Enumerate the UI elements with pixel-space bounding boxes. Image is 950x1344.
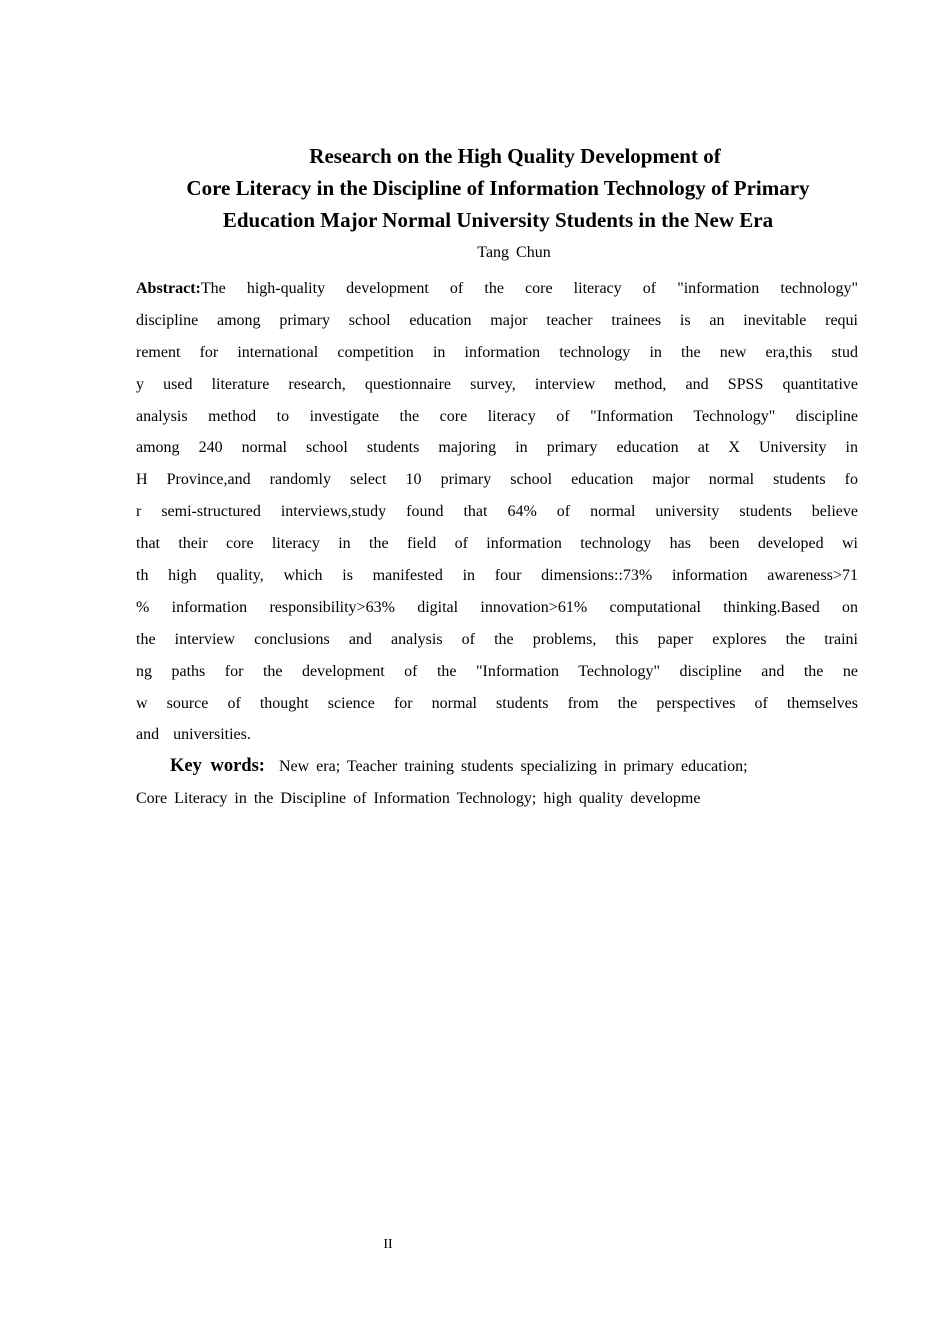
- abstract-line: H Province,and randomly select 10 primary school education major normal students fo: [136, 471, 858, 489]
- abstract-section: [136, 273, 858, 751]
- abstract-label: Abstract:: [136, 280, 201, 297]
- keywords-text: New era; Teacher training students specializing in primary education;: [278, 758, 748, 775]
- abstract-line: w source of thought science for normal students from the perspectives of themselves: [136, 694, 858, 712]
- abstract-line: [136, 273, 858, 305]
- title-line-2: Core Literacy in the Discipline of Information Technology of Primary: [186, 176, 810, 200]
- abstract-line: and universities.: [136, 726, 251, 744]
- title-line-1: Research on the High Quality Development of: [309, 144, 721, 168]
- keywords-section: [136, 750, 858, 815]
- abstract-line: r semi-structured interviews,study found that 64% of normal university students believe: [136, 503, 858, 521]
- keywords-line: Core Literacy in the Discipline of Information Technology; high quality developme: [136, 790, 701, 807]
- abstract-line: ng paths for the development of the "Information Technology" discipline and the ne: [136, 662, 858, 680]
- page-number: II: [383, 1237, 393, 1252]
- abstract-line: that their core literacy in the field of information technology has been developed wi: [136, 535, 858, 553]
- abstract-text: The high-quality development of the core literacy of "information technology": [200, 280, 858, 297]
- keywords-label: Key words:: [170, 756, 265, 776]
- abstract-line: y used literature research, questionnaire survey, interview method, and SPSS quantitative: [136, 375, 858, 393]
- keywords-line: [136, 750, 858, 783]
- abstract-line: % information responsibility>63% digital innovation>61% computational thinking.Based on: [136, 598, 858, 616]
- abstract-line: discipline among primary school education major teacher trainees is an inevitable requi: [136, 311, 858, 329]
- abstract-line: analysis method to investigate the core literacy of "Information Technology" discipline: [136, 407, 858, 425]
- abstract-line: th high quality, which is manifested in four dimensions::73% information awareness>71: [136, 567, 858, 585]
- abstract-line: the interview conclusions and analysis of the problems, this paper explores the traini: [136, 630, 858, 648]
- abstract-line: rement for international competition in information technology in the new era,this stud: [136, 343, 858, 361]
- abstract-line: among 240 normal school students majoring in primary education at X University in: [136, 439, 858, 457]
- paper-title: [136, 140, 860, 236]
- author-name: Tang Chun: [477, 244, 551, 261]
- title-line-3: Education Major Normal University Students in the New Era: [222, 208, 774, 232]
